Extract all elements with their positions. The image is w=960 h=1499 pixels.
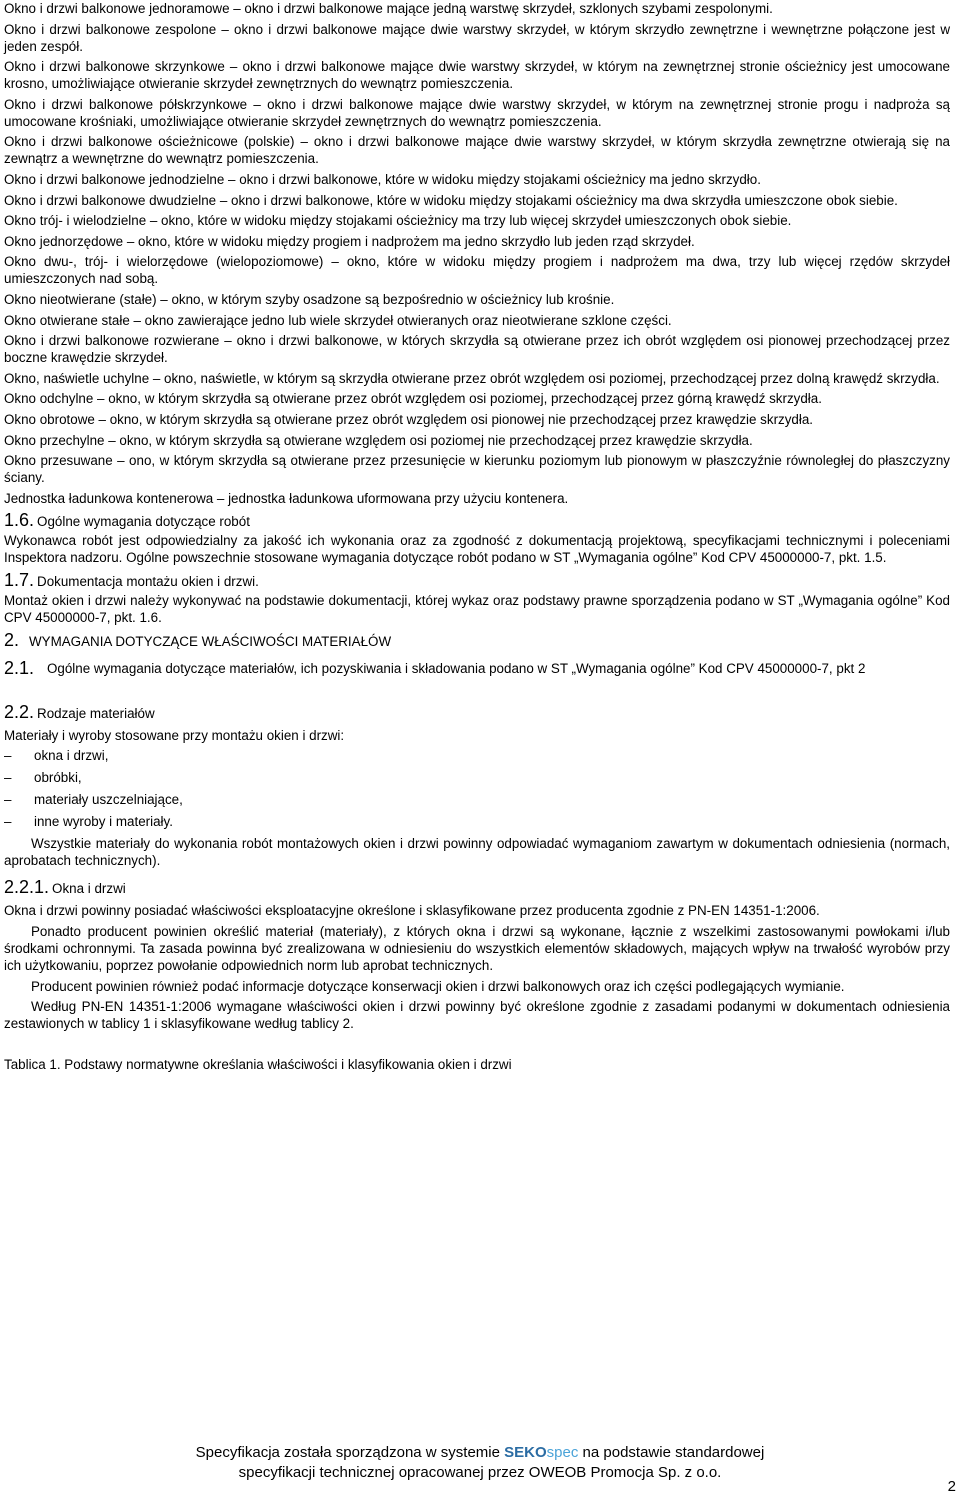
list-item: – inne wyroby i materiały. bbox=[4, 813, 950, 830]
section-heading-2-2 bbox=[4, 702, 950, 724]
section-text: Ogólne wymagania dotyczące materiałów, ich pozyskiwania i składowania podano w ST „Wymagania ogólne” Kod CPV 45000000-7, pkt 2 bbox=[47, 660, 866, 676]
page-number: 2 bbox=[947, 1478, 956, 1495]
document-page bbox=[4, 0, 950, 1077]
footer-line-2: specyfikacji technicznej opracowanej przez OWEOB Promocja Sp. z o.o. bbox=[238, 1464, 722, 1481]
section-body: Według PN-EN 14351-1:2006 wymagane właściwości okien i drzwi powinny być określone zgodnie z zasadami podanymi w dokumentach odniesienia zestawionych w tablicy 1 i sklasyfikowane według tablicy 2. bbox=[4, 999, 950, 1032]
definitions-list bbox=[4, 0, 950, 507]
definition-paragraph: Okno przesuwane – ono, w którym skrzydła są otwierane przez przesunięcie w kierunku poziomym lub pionowym w płaszczyźnie równoległej do płaszczyzny ściany. bbox=[4, 453, 950, 486]
footer-text: na podstawie standardowej bbox=[582, 1444, 765, 1461]
definition-paragraph: Okno i drzwi balkonowe półskrzynkowe – okno i drzwi balkonowe mające dwie warstwy skrzydeł, w którym na zewnętrznej stronie progu i nadproża są umocowane krośniaki, umożliwiające otwieranie skrzydeł zewnętrznych do wewnątrz pomieszczenia. bbox=[4, 96, 950, 129]
definition-paragraph: Okno i drzwi balkonowe jednoramowe – okno i drzwi balkonowe mające jedną warstwę skrzydeł, szklonych szybami zespolonymi. bbox=[4, 1, 773, 16]
section-intro: Materiały i wyroby stosowane przy montażu okien i drzwi: bbox=[4, 727, 345, 743]
definition-paragraph: Okno i drzwi balkonowe dwudzielne – okno i drzwi balkonowe, które w widoku między stojakami ościeżnicy ma dwa skrzydła umieszczone obok siebie. bbox=[4, 192, 898, 208]
section-title: Dokumentacja montażu okien i drzwi. bbox=[37, 573, 259, 589]
section-body: Montaż okien i drzwi należy wykonywać na podstawie dokumentacji, której wykaz oraz podstawy prawne sporządzenia podano w ST „Wymagania ogólne” Kod CPV 45000000-7, pkt. 1.6. bbox=[4, 592, 950, 625]
section-heading-2-1 bbox=[4, 658, 950, 678]
section-body: Okna i drzwi powinny posiadać właściwości eksploatacyjne określone i sklasyfikowane przez producenta zgodnie z PN-EN 14351-1:2006. bbox=[4, 903, 820, 919]
definition-paragraph: Jednostka ładunkowa kontenerowa – jednostka ładunkowa uformowana przy użyciu kontenera. bbox=[4, 490, 569, 506]
section-heading-1-6 bbox=[4, 510, 950, 532]
footer-line-1 bbox=[0, 1443, 960, 1463]
definition-paragraph: Okno, naświetle uchylne – okno, naświetle, w którym są skrzydła otwierane przez obrót względem osi poziomej, przechodzącej przez dolną krawędź skrzydła. bbox=[4, 370, 940, 386]
section-number: 2.2. bbox=[4, 701, 35, 722]
section-title: Okna i drzwi bbox=[52, 881, 126, 897]
definition-paragraph: Okno dwu-, trój- i wielorzędowe (wielopoziomowe) – okno, które w widoku między progiem i nadprożem ma dwa, trzy lub więcej rzędów skrzydeł umieszczonych nad sobą. bbox=[4, 254, 950, 287]
footer-text: Specyfikacja została sporządzona w systemie bbox=[195, 1444, 500, 1461]
section-heading-1-7 bbox=[4, 570, 950, 592]
page-footer bbox=[0, 1443, 960, 1483]
list-item: – okna i drzwi, bbox=[4, 747, 950, 764]
section-number: 2.2.1. bbox=[4, 877, 50, 898]
list-item: – materiały uszczelniające, bbox=[4, 791, 950, 808]
section-title: WYMAGANIA DOTYCZĄCE WŁAŚCIWOŚCI MATERIAŁÓW bbox=[29, 633, 392, 649]
section-title: Ogólne wymagania dotyczące robót bbox=[37, 514, 250, 530]
section-title: Rodzaje materiałów bbox=[37, 705, 155, 721]
section-number: 2.1. bbox=[4, 657, 35, 678]
definition-paragraph: Okno obrotowe – okno, w którym skrzydła są otwierane przez obrót względem osi pionowej nie przechodzącej przez krawędzie skrzydła. bbox=[4, 411, 814, 427]
section-number: 1.7. bbox=[4, 569, 35, 590]
section-number: 1.6. bbox=[4, 510, 35, 531]
definition-paragraph: Okno przechylne – okno, w którym skrzydła są otwierane względem osi poziomej nie przechodzącej przez krawędzie skrzydła. bbox=[4, 432, 753, 448]
definition-paragraph: Okno odchylne – okno, w którym skrzydła są otwierane przez obrót względem osi poziomej, przechodzącej przez górną krawędź skrzydła. bbox=[4, 391, 822, 407]
materials-list bbox=[4, 747, 950, 830]
section-body: Ponadto producent powinien określić materiał (materiały), z których okna i drzwi są wykonane, łącznie z wszelkimi zastosowanymi powłokami i/lub środkami ochronnymi. Ta zasada powinna być zrealizowana w odniesieniu do wszystkich elementów składowych, mających wpływ na trwałość wyrobów przy ich użytkowaniu, poprzez powołanie odpowiednich norm lub aprobat technicznych. bbox=[4, 924, 950, 974]
section-heading-2 bbox=[4, 630, 950, 652]
section-body: Producent powinien również podać informacje dotyczące konserwacji okien i drzwi balkonowych oraz ich części podlegających wymianie. bbox=[31, 978, 845, 994]
table-caption: Tablica 1. Podstawy normatywne określania właściwości i klasyfikowania okien i drzwi bbox=[4, 1057, 512, 1073]
definition-paragraph: Okno i drzwi balkonowe zespolone – okno i drzwi balkonowe mające dwie warstwy skrzydeł, w którym skrzydło zewnętrzne i wewnętrzne połączone jest w jeden zespół. bbox=[4, 21, 950, 54]
definition-paragraph: Okno i drzwi balkonowe skrzynkowe – okno i drzwi balkonowe mające dwie warstwy skrzydeł, w którym na zewnętrznej stronie ościeżnicy jest umocowane krosno, umożliwiające otwieranie skrzydeł zewnętrznych do wewnątrz pomieszczenia. bbox=[4, 59, 950, 92]
definition-paragraph: Okno i drzwi balkonowe rozwierane – okno i drzwi balkonowe, w których skrzydła są otwierane przez ich obrót względem osi pionowej przechodzącej przez boczne krawędzie skrzydeł. bbox=[4, 333, 950, 366]
sekospec-logo: SEKOspec bbox=[504, 1444, 579, 1461]
list-item: – obróbki, bbox=[4, 769, 950, 786]
section-body: Wszystkie materiały do wykonania robót montażowych okien i drzwi powinny odpowiadać wymaganiom zawartym w dokumentach odniesienia (normach, aprobatach technicznych). bbox=[4, 836, 950, 869]
definition-paragraph: Okno i drzwi balkonowe ościeżnicowe (polskie) – okno i drzwi balkonowe mające dwie warstwy skrzydeł, w którym skrzydła zewnętrzne otwierają się na zewnątrz a wewnętrzne do wewnątrz pomieszczenia. bbox=[4, 134, 950, 167]
definition-paragraph: Okno i drzwi balkonowe jednodzielne – okno i drzwi balkonowe, które w widoku między stojakami ościeżnicy ma jedno skrzydło. bbox=[4, 171, 761, 187]
definition-paragraph: Okno trój- i wielodzielne – okno, które w widoku między stojakami ościeżnicy ma trzy lub więcej skrzydeł umieszczonych obok siebie. bbox=[4, 213, 792, 229]
section-heading-2-2-1 bbox=[4, 877, 950, 899]
section-body: Wykonawca robót jest odpowiedzialny za jakość ich wykonania oraz za zgodność z dokumentacją projektową, specyfikacjami technicznymi i poleceniami Inspektora nadzoru. Ogólne powszechnie stosowane wymagania dotyczące robót podano w ST „Wymagania ogólne” Kod CPV 45000000-7, pkt. 1.5. bbox=[4, 533, 950, 566]
definition-paragraph: Okno otwierane stałe – okno zawierające jedno lub wiele skrzydeł otwieranych oraz nieotwierane szklone części. bbox=[4, 312, 672, 328]
definition-paragraph: Okno jednorzędowe – okno, które w widoku między progiem i nadprożem ma jedno skrzydło lub jeden rząd skrzydeł. bbox=[4, 233, 695, 249]
definition-paragraph: Okno nieotwierane (stałe) – okno, w którym szyby osadzone są bezpośrednio w ościeżnicy lub krośnie. bbox=[4, 291, 615, 307]
section-number: 2. bbox=[4, 629, 20, 650]
